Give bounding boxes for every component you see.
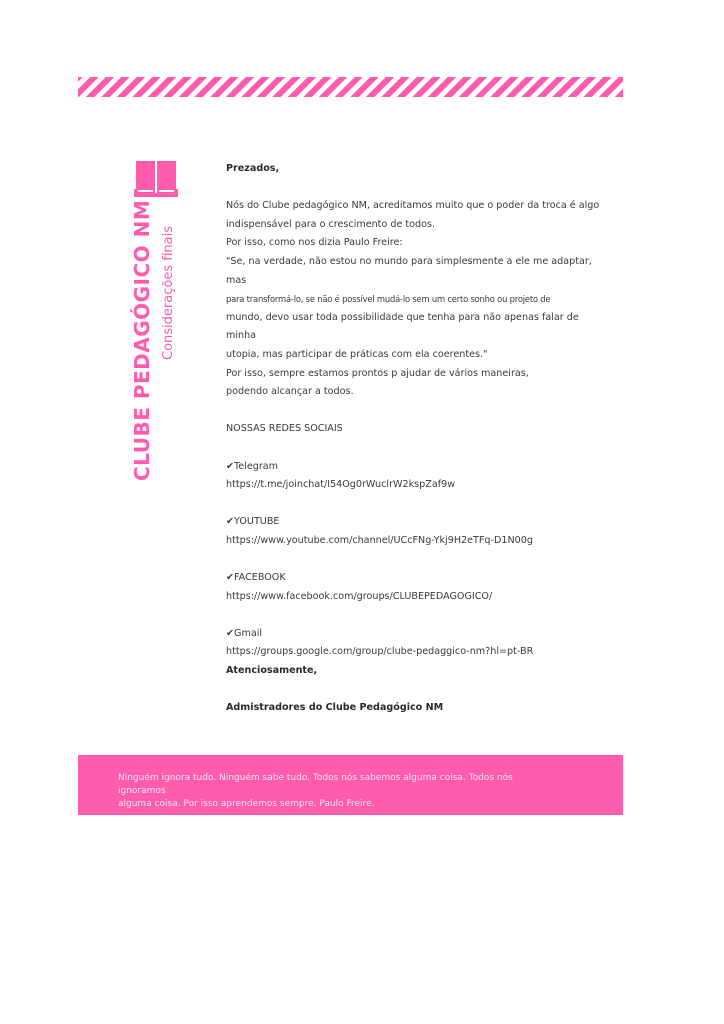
- footer-quote-line: alguma coisa. Por isso aprendemos sempre. Paulo Freire.: [118, 799, 375, 809]
- letter-line: indispensável para o crescimento de todos.: [226, 218, 436, 230]
- closing: Atenciosamente,: [226, 665, 318, 677]
- letter-line: "Se, na verdade, não estou no mundo para simplesmente a ele me adaptar, mas: [226, 255, 592, 286]
- letter-line: mundo, devo usar toda possibilidade que tenha para não apenas falar de minha: [226, 311, 579, 342]
- letter-line: para transformá-lo, se não é possível mudá-lo sem um certo sonho ou projeto de: [226, 294, 551, 305]
- social-label-facebook: ✔FACEBOOK: [226, 572, 286, 584]
- footer-quote: [118, 772, 548, 811]
- social-label-gmail: ✔Gmail: [226, 627, 263, 639]
- social-label-youtube: ✔YOUTUBE: [226, 516, 280, 528]
- letter-line: Por isso, sempre estamos prontos p ajudar de vários maneiras,: [226, 367, 529, 379]
- letter-line: podendo alcançar a todos.: [226, 386, 354, 398]
- vertical-title: CLUBE PEDAGÓGICO NM: [130, 199, 154, 481]
- youtube-link[interactable]: https://www.youtube.com/channel/UCcFNg-Ykj9H2eTFq-D1N00g: [226, 534, 533, 546]
- footer-banner: [78, 755, 623, 815]
- gmail-link[interactable]: https://groups.google.com/group/clube-pedaggico-nm?hl=pt-BR: [226, 646, 534, 658]
- book-icon: [134, 160, 178, 198]
- facebook-link[interactable]: https://www.facebook.com/groups/CLUBEPEDAGOGICO/: [226, 590, 493, 602]
- greeting: Prezados,: [226, 163, 280, 174]
- footer-quote-line: Ninguém ignora tudo. Ninguém sabe tudo. Todos nós sabemos alguma coisa. Todos nós ignoramos: [118, 773, 513, 796]
- social-heading: NOSSAS REDES SOCIAIS: [226, 423, 343, 435]
- vertical-subtitle: Considerações finais: [161, 226, 176, 360]
- sidebar: [120, 160, 190, 510]
- letter-line: utopia, mas participar de práticas com ela coerentes.": [226, 348, 488, 360]
- letter-line: Nós do Clube pedagógico NM, acreditamos muito que o poder da troca é algo: [226, 200, 600, 212]
- social-label-telegram: ✔Telegram: [226, 460, 278, 472]
- letter-line: Por isso, como nos dizia Paulo Freire:: [226, 237, 403, 249]
- decorative-stripe-bar: [78, 77, 623, 97]
- letter-body: [226, 160, 606, 718]
- telegram-link[interactable]: https://t.me/joinchat/I54Og0rWuclrW2kspZaf9w: [226, 479, 456, 491]
- signature: Admistradores do Clube Pedagógico NM: [226, 702, 444, 714]
